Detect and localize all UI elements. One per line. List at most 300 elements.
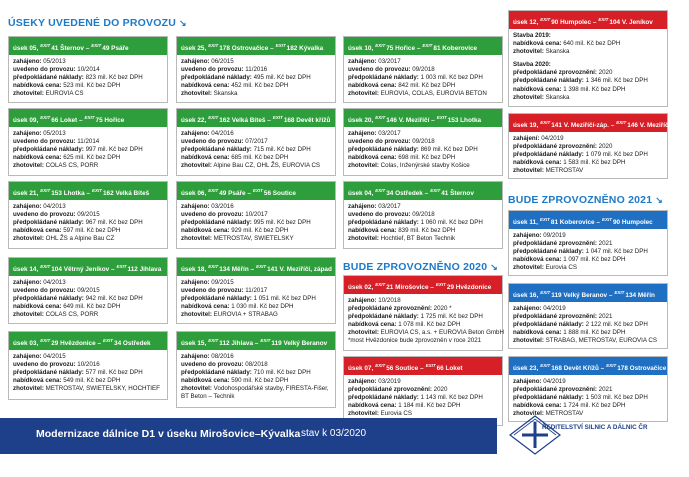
info-label: zahájeno: <box>181 130 210 137</box>
info-row <box>348 402 498 410</box>
info-label: nabídková cena: <box>348 154 397 162</box>
info-label: nabídková cena: <box>13 377 62 385</box>
down-right-arrow-icon: ↘ <box>655 195 663 205</box>
info-row <box>348 321 498 329</box>
info-value: 08/2018 <box>245 361 268 369</box>
segment-card-u19 <box>508 113 689 179</box>
exit-icon: EXIT <box>40 188 51 193</box>
segment-separator: – <box>254 340 259 348</box>
segment-card-u12 <box>508 10 668 107</box>
info-value: 2020 <box>433 386 448 394</box>
exit-icon: EXIT <box>208 188 219 193</box>
info-row <box>513 313 663 321</box>
info-row <box>181 90 331 98</box>
info-row <box>513 240 663 248</box>
info-row <box>513 69 663 77</box>
info-value: COLAS CS, PORR <box>45 311 99 319</box>
segment-card-header <box>177 332 335 350</box>
exit-icon: EXIT <box>103 338 114 343</box>
info-row <box>348 146 498 154</box>
info-label: předpokládané náklady: <box>348 219 419 227</box>
info-label: uvedeno do provozu: <box>181 211 244 219</box>
info-row <box>181 369 331 377</box>
segment-card-header <box>344 182 502 200</box>
info-value: Eurovia CS <box>545 264 577 272</box>
info-value: 649 mil. Kč bez DPH <box>63 303 121 311</box>
info-row <box>181 393 331 401</box>
info-label: nabídková cena: <box>513 256 562 264</box>
info-value: METROSTAV, SWIETELSKY, HOCHTIEF <box>45 385 160 393</box>
info-value: COLAS CS, PORR <box>45 162 99 170</box>
exit-icon: EXIT <box>422 43 433 48</box>
segment-card-body <box>344 55 502 98</box>
segment-end: 66 Loket <box>436 365 463 373</box>
info-row <box>13 287 163 295</box>
info-label: předpokládané náklady: <box>513 321 584 329</box>
segment-card-u16 <box>508 283 668 349</box>
info-value: 10/2014 <box>77 66 100 74</box>
info-row <box>181 377 331 385</box>
info-value: 997 mil. Kč bez DPH <box>85 146 143 154</box>
info-row <box>348 66 498 74</box>
exit-icon: EXIT <box>540 17 551 22</box>
info-value: 09/2018 <box>412 211 435 219</box>
info-value: 07/2017 <box>245 138 268 146</box>
exit-icon: EXIT <box>260 338 271 343</box>
info-row <box>348 305 498 313</box>
segment-separator: – <box>78 117 83 125</box>
info-row <box>13 385 163 393</box>
segment-start: 153 Lhotka <box>51 190 85 198</box>
info-label: zahájeno: <box>513 232 542 239</box>
info-row <box>181 227 331 235</box>
info-label: předpokládané náklady: <box>181 74 252 82</box>
segment-card-u14 <box>8 257 168 324</box>
exit-icon: EXIT <box>40 43 51 48</box>
info-row <box>513 94 663 102</box>
info-value: 625 mil. Kč bez DPH <box>63 154 121 162</box>
exit-icon: EXIT <box>84 115 95 120</box>
info-label: zhotovitel: <box>513 337 544 345</box>
info-value: 03/2017 <box>378 203 401 210</box>
segment-separator: – <box>267 117 271 125</box>
info-value: 2020 * <box>433 305 452 313</box>
segment-end: 168 Devět křížů <box>283 117 331 125</box>
rsd-logo-icon <box>504 408 566 462</box>
segment-separator: – <box>431 117 435 125</box>
info-label: Stavba 2020: <box>513 61 551 69</box>
info-value: 495 mil. Kč bez DPH <box>253 74 311 82</box>
footer-status: stav k 03/2020 <box>301 428 367 439</box>
info-value: 995 mil. Kč bez DPH <box>253 219 311 227</box>
info-value: 04/2016 <box>211 130 234 137</box>
segment-start: 90 Humpolec <box>551 19 592 27</box>
info-label: zahájeno: <box>181 353 210 360</box>
segment-start: 49 Psáře <box>219 190 246 198</box>
segment-number: úsek 02, <box>348 284 374 292</box>
info-label: předpokládané náklady: <box>348 146 419 154</box>
info-value: Colas, Inženýrské stavby Košice <box>380 162 470 170</box>
info-label: předpokládané náklady: <box>13 74 84 82</box>
segment-number: úsek 06, <box>181 190 207 198</box>
segment-card-header <box>177 37 335 55</box>
info-label: nabídková cena: <box>181 377 230 385</box>
exit-icon: EXIT <box>91 188 102 193</box>
section-title-2021-text: BUDE ZPROVOZNĚNO 2021 <box>508 194 653 206</box>
info-row <box>513 378 663 386</box>
info-label: uvedeno do provozu: <box>181 287 244 295</box>
segment-card-u20 <box>343 108 503 176</box>
info-row <box>348 90 498 98</box>
info-label: nabídková cena: <box>348 227 397 235</box>
info-row <box>513 32 663 40</box>
exit-icon: EXIT <box>208 338 219 343</box>
segment-start: 134 Měřín <box>219 266 249 274</box>
info-value: 1 583 mil. Kč bez DPH <box>563 159 626 167</box>
exit-icon: EXIT <box>375 282 386 287</box>
segment-card-body <box>344 294 502 346</box>
segment-card-u02 <box>343 275 503 351</box>
info-label: zhotovitel: <box>513 410 544 418</box>
info-label: nabídková cena: <box>13 82 62 90</box>
segment-end: 104 V. Jeníkov <box>609 19 653 27</box>
info-value: 1 060 mil. Kč bez DPH <box>420 219 483 227</box>
info-label: předpokládané zprovoznění: <box>513 69 597 77</box>
segment-start: 162 Velká Bíteš <box>219 117 266 125</box>
info-label: zahájeno: <box>348 297 377 304</box>
info-value: EUROVIA CS, a.s. + EUROVIA Beton GmbH <box>380 329 504 337</box>
exit-icon: EXIT <box>540 363 551 368</box>
info-row <box>181 287 331 295</box>
segment-card-u04 <box>343 181 503 249</box>
segment-end: 34 Ostředek <box>114 340 151 348</box>
footer-bar <box>0 418 497 454</box>
info-value: 2021 <box>598 240 613 248</box>
segment-card-body <box>344 200 502 243</box>
info-value: 1 503 mil. Kč bez DPH <box>585 394 648 402</box>
info-row <box>348 162 498 170</box>
info-label: uvedeno do provozu: <box>13 361 76 369</box>
segment-number: úsek 21, <box>13 190 39 198</box>
exit-icon: EXIT <box>40 338 51 343</box>
info-label: předpokládané zprovoznění: <box>348 386 432 394</box>
info-label: nabídková cena: <box>181 154 230 162</box>
segment-end: 41 Šternov <box>441 190 474 198</box>
segment-number: úsek 09, <box>13 117 39 125</box>
info-label: předpokládané náklady: <box>13 369 84 377</box>
segment-card-header <box>9 109 167 127</box>
segment-start: 34 Ostředek <box>386 190 423 198</box>
info-row <box>13 146 163 154</box>
info-label: zhotovitel: <box>181 385 212 393</box>
info-row <box>513 40 663 48</box>
info-row <box>348 219 498 227</box>
info-label: uvedeno do provozu: <box>348 138 411 146</box>
info-label: předpokládané zprovoznění: <box>513 313 597 321</box>
info-row <box>348 386 498 394</box>
info-value: Skanska <box>545 48 570 56</box>
info-value: 640 mil. Kč bez DPH <box>563 40 621 48</box>
info-label: uvedeno do provozu: <box>13 287 76 295</box>
info-label: zahájeno: <box>13 279 42 286</box>
info-row <box>13 369 163 377</box>
info-row <box>348 297 498 305</box>
info-row <box>513 386 663 394</box>
info-label: předpokládané náklady: <box>13 295 84 303</box>
info-value: EUROVIA + STRABAG <box>213 311 278 319</box>
info-label: nabídková cena: <box>513 402 562 410</box>
info-row <box>181 162 331 170</box>
info-value: 1 184 mil. Kč bez DPH <box>398 402 461 410</box>
segment-start: 178 Ostrovačice <box>219 45 269 53</box>
info-value: 1 030 mil. Kč bez DPH <box>231 303 294 311</box>
info-label: zahájeno: <box>181 203 210 210</box>
info-row <box>181 130 331 138</box>
info-value: METROSTAV <box>545 167 584 175</box>
segment-end: 112 Jihlava <box>127 266 162 274</box>
down-right-arrow-icon: ↘ <box>490 262 498 272</box>
info-value: Hochtief, BT Beton Technik <box>380 235 456 243</box>
info-label: předpokládané náklady: <box>513 394 584 402</box>
info-label: zahájeno: <box>13 203 42 210</box>
segment-separator: – <box>247 190 251 198</box>
info-label: nabídková cena: <box>13 154 62 162</box>
exit-icon: EXIT <box>91 43 102 48</box>
info-label: nabídková cena: <box>181 227 230 235</box>
info-label: předpokládané náklady: <box>513 248 584 256</box>
info-row <box>513 321 663 329</box>
segment-end: 81 Koberovice <box>433 45 478 53</box>
segment-end: 146 V. Meziříčí-vých. <box>627 122 689 130</box>
segment-card-u06 <box>176 181 336 249</box>
info-row <box>181 235 331 243</box>
info-value: 1 346 mil. Kč bez DPH <box>585 77 648 85</box>
info-label: předpokládané náklady: <box>348 313 419 321</box>
info-value: 839 mil. Kč bez DPH <box>398 227 456 235</box>
exit-icon: EXIT <box>375 363 386 368</box>
info-row <box>13 130 163 138</box>
info-row <box>513 256 663 264</box>
segment-end: 90 Humpolec <box>612 219 653 227</box>
segment-card-header <box>177 182 335 200</box>
info-label: zahájeno: <box>348 203 377 210</box>
segment-card-header <box>177 109 335 127</box>
info-row <box>513 232 663 240</box>
exit-icon: EXIT <box>606 363 617 368</box>
info-label: nabídková cena: <box>513 159 562 167</box>
info-value: 590 mil. Kč bez DPH <box>231 377 289 385</box>
segment-start: 66 Loket <box>51 117 78 125</box>
segment-end: 29 Hvězdonice <box>446 284 492 292</box>
info-row <box>13 295 163 303</box>
segment-card-u09 <box>8 108 168 176</box>
segment-end: 56 Soutice <box>263 190 296 198</box>
info-label: zhotovitel: <box>348 90 379 98</box>
info-value: 04/2013 <box>43 203 66 210</box>
exit-icon: EXIT <box>539 217 550 222</box>
segment-number: úsek 03, <box>13 340 39 348</box>
info-label: předpokládané náklady: <box>13 146 84 154</box>
info-row <box>513 143 663 151</box>
segment-separator: – <box>86 190 90 198</box>
info-value: 08/2016 <box>211 353 234 360</box>
info-label: uvedeno do provozu: <box>181 361 244 369</box>
info-value: 09/2015 <box>77 211 100 219</box>
info-row <box>13 58 163 66</box>
info-value: 2021 <box>598 313 613 321</box>
info-value: 1 725 mil. Kč bez DPH <box>420 313 483 321</box>
info-row <box>13 361 163 369</box>
info-value: 10/2018 <box>378 297 401 304</box>
exit-icon: EXIT <box>430 188 441 193</box>
info-value: 2020 <box>598 69 613 77</box>
info-value: 2021 <box>598 386 613 394</box>
segment-start: 56 Soutice <box>386 365 419 373</box>
info-label: zhotovitel: <box>181 162 212 170</box>
segment-card-body <box>9 55 167 98</box>
info-label: předpokládané náklady: <box>513 151 584 159</box>
exit-icon: EXIT <box>540 290 551 295</box>
info-label: nabídková cena: <box>348 321 397 329</box>
segment-card-u05 <box>8 36 168 103</box>
segment-start: 41 Šternov <box>51 45 84 53</box>
info-row <box>348 211 498 219</box>
info-value: 842 mil. Kč bez DPH <box>398 82 456 90</box>
info-value: 11/2017 <box>245 287 268 295</box>
info-value: 942 mil. Kč bez DPH <box>85 295 143 303</box>
info-row <box>181 311 331 319</box>
info-label: zhotovitel: <box>13 90 44 98</box>
info-label: předpokládané náklady: <box>181 146 252 154</box>
segment-number: úsek 10, <box>348 45 374 53</box>
info-value: 1 079 mil. Kč bez DPH <box>585 151 648 159</box>
info-row <box>13 162 163 170</box>
segment-card-header <box>9 332 167 350</box>
info-value: 685 mil. Kč bez DPH <box>231 154 289 162</box>
info-value: 03/2019 <box>378 378 401 385</box>
segment-card-header <box>177 258 335 276</box>
exit-icon: EXIT <box>614 290 625 295</box>
segment-separator: – <box>250 266 255 274</box>
info-label: předpokládané náklady: <box>348 74 419 82</box>
info-value: 823 mil. Kč bez DPH <box>85 74 143 82</box>
segment-number: úsek 25, <box>181 45 207 53</box>
info-value: 04/2019 <box>543 305 566 312</box>
info-label: zhotovitel: <box>348 329 379 337</box>
info-row <box>13 66 163 74</box>
info-value: 09/2015 <box>211 279 234 286</box>
exit-icon: EXIT <box>375 115 386 120</box>
info-value: Vodohospodářské stavby, FIRESTA-Fišer, <box>213 385 329 393</box>
info-value: 03/2016 <box>211 203 234 210</box>
info-label: zhotovitel: <box>181 235 212 243</box>
segment-card-header <box>9 37 167 55</box>
segment-end: 119 Velký Beranov <box>271 340 328 348</box>
segment-number: úsek 23, <box>513 365 539 373</box>
info-row <box>13 377 163 385</box>
info-row <box>513 394 663 402</box>
info-label: předpokládané náklady: <box>181 295 252 303</box>
info-label: zhotovitel: <box>13 385 44 393</box>
segment-card-body <box>177 127 335 170</box>
segment-number: úsek 20, <box>348 117 374 125</box>
segment-start: 81 Koberovice <box>550 219 595 227</box>
info-row <box>348 154 498 162</box>
segment-end: 153 Lhotka <box>447 117 482 125</box>
section-title-2020 <box>343 261 498 273</box>
segment-card-body <box>509 29 667 102</box>
segment-card-body <box>509 302 667 345</box>
info-row <box>181 82 331 90</box>
section-title-open <box>8 17 187 29</box>
info-value: Alpine Bau CZ, OHL ŽS, EUROVIA CS <box>213 162 321 170</box>
info-row <box>181 146 331 154</box>
info-label: zahájeno: <box>13 130 42 137</box>
info-value: 1 097 mil. Kč bez DPH <box>563 256 626 264</box>
org-name: ŘEDITELSTVÍ SILNIC A DÁLNIC ČR <box>542 424 648 431</box>
info-value: 597 mil. Kč bez DPH <box>63 227 121 235</box>
info-label: zahájeno: <box>348 58 377 65</box>
info-row <box>181 138 331 146</box>
segment-separator: – <box>110 266 115 274</box>
info-value: METROSTAV, SWIETELSKY <box>213 235 294 243</box>
segment-card-body <box>344 375 502 418</box>
info-label: nabídková cena: <box>513 329 562 337</box>
info-value: 04/2015 <box>43 353 66 360</box>
segment-number: úsek 12, <box>513 19 539 27</box>
info-label: uvedeno do provozu: <box>348 66 411 74</box>
info-label: zhotovitel: <box>348 410 379 418</box>
info-value: 549 mil. Kč bez DPH <box>63 377 121 385</box>
info-row <box>348 203 498 211</box>
info-row <box>348 329 504 337</box>
info-value: EUROVIA CS <box>45 90 84 98</box>
info-label: uvedeno do provozu: <box>181 66 244 74</box>
segment-card-body <box>509 132 667 175</box>
info-label: předpokládané zprovoznění: <box>348 305 432 313</box>
info-row <box>181 203 331 211</box>
info-value: 04/2013 <box>43 279 66 286</box>
segment-start: 146 V. Meziříčí <box>386 117 430 125</box>
info-value: 05/2013 <box>43 58 66 65</box>
info-value: Eurovia CS <box>380 410 412 418</box>
segment-card-header <box>9 182 167 200</box>
info-value: 698 mil. Kč bez DPH <box>398 154 456 162</box>
info-label: zhotovitel: <box>513 264 544 272</box>
info-label: zhotovitel: <box>181 90 212 98</box>
segment-card-body <box>177 350 335 402</box>
info-value: 09/2018 <box>412 66 435 74</box>
info-value: 715 mil. Kč bez DPH <box>253 146 311 154</box>
segment-number: úsek 07, <box>348 365 374 373</box>
segment-end: 134 Měřín <box>625 292 655 300</box>
segment-start: 168 Devět Křížů <box>551 365 599 373</box>
segment-start: 119 Velký Beranov <box>551 292 608 300</box>
info-label: zhotovitel: <box>513 48 544 56</box>
segment-end: 141 V. Meziříčí, západ <box>267 266 332 274</box>
segment-start: 141 V. Meziříčí-záp. <box>551 122 609 130</box>
info-value: 06/2015 <box>211 58 234 65</box>
info-value: 967 mil. Kč bez DPH <box>85 219 143 227</box>
segment-number: úsek 22, <box>181 117 207 125</box>
info-row <box>513 151 663 159</box>
exit-icon: EXIT <box>375 188 386 193</box>
info-value: 05/2013 <box>43 130 66 137</box>
segment-card-header <box>9 258 167 276</box>
info-row <box>513 264 663 272</box>
segment-card-header <box>509 284 667 302</box>
info-value: 1 003 mil. Kč bez DPH <box>420 74 483 82</box>
